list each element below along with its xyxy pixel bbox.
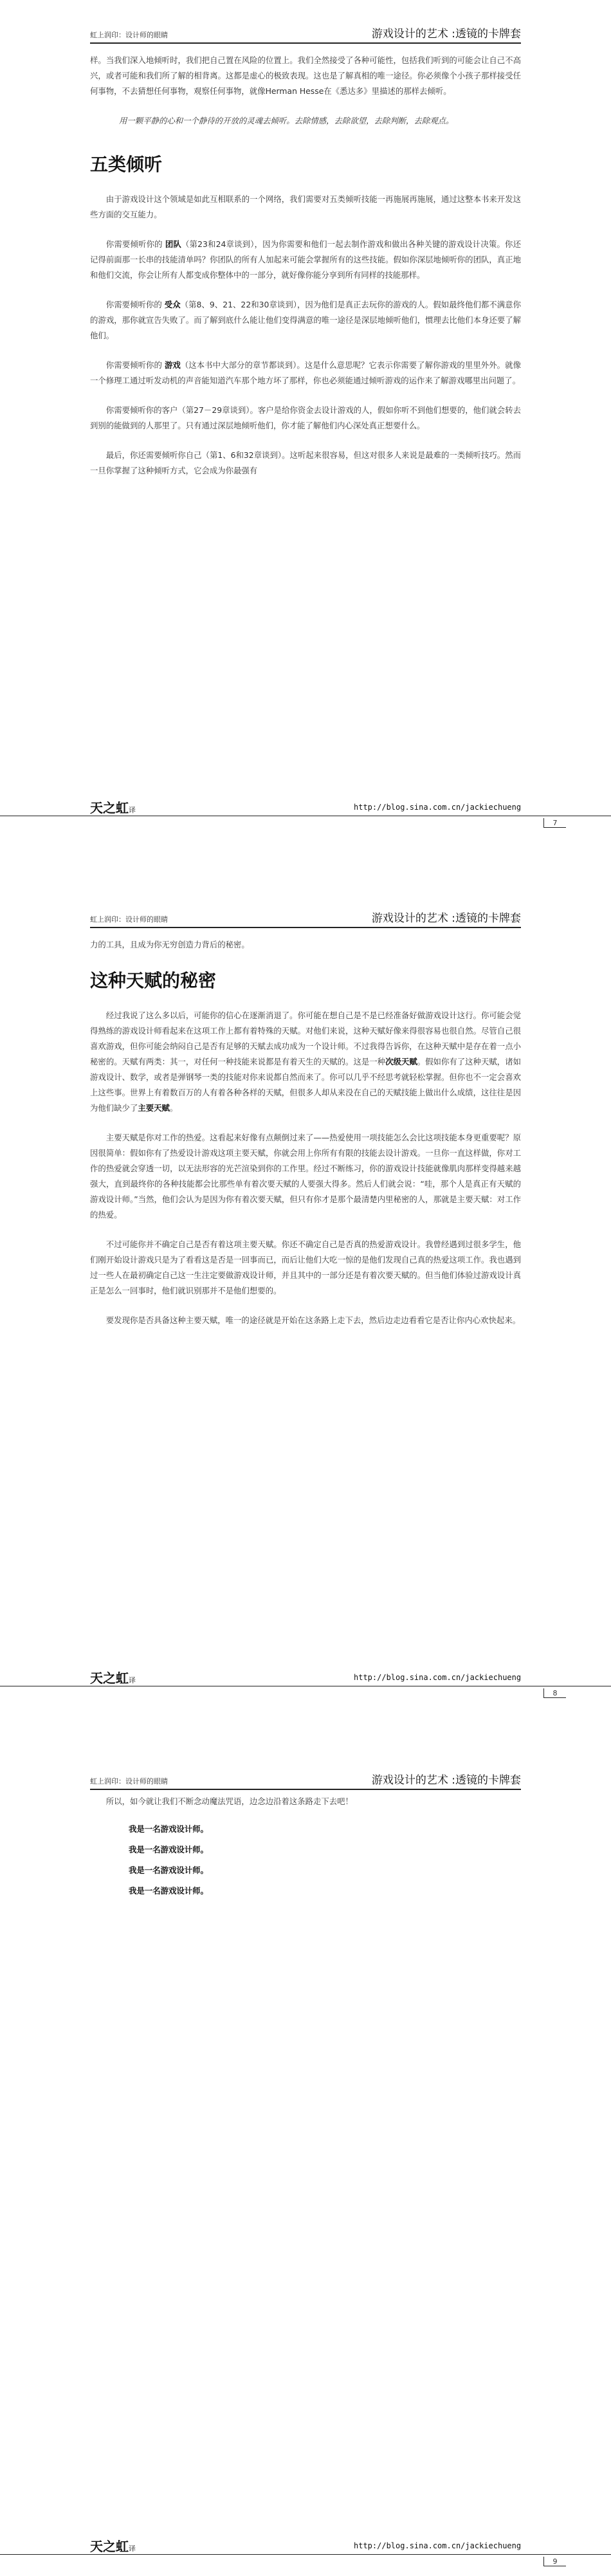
paragraph: 样。当我们深入地倾听时，我们把自己置在风险的位置上。我们全然接受了各种可能性，包括我们听到的可能会让自己不高兴，或者可能和我们所了解的相背离。这都是虚心的极致表现。这也是了解真相的唯一途径。你必须像个小孩子那样接受任何事物，不去猜想任何事物，观察任何事物，就像Herman Hesse在《悉达多》里描述的那样去倾听。	[90, 55, 521, 96]
page-footer	[90, 2532, 611, 2566]
section-heading: 五类倾听	[90, 154, 163, 175]
paragraph	[90, 358, 521, 388]
paragraph	[90, 403, 521, 434]
footer-divider	[0, 2554, 611, 2555]
section-heading: 这种天赋的秘密	[90, 970, 217, 991]
text-run: 最后，你还需要倾听你自己（第1、6和32章谈到）。这听起来很容易，但这对很多人来说是最难的一类倾听技巧。然而一旦你掌握了这种倾听方式，它会成为你最强有	[90, 450, 521, 475]
text-run: 你需要倾听你的	[105, 300, 165, 309]
page-footer	[90, 794, 611, 827]
running-header	[90, 1772, 521, 1790]
paragraph-group	[90, 192, 521, 479]
bold-term: 次级天赋	[385, 1057, 417, 1066]
header-left-title: 虹上润印：设计师的眼睛	[90, 1777, 168, 1786]
paragraph	[90, 237, 521, 283]
header-book-title: 游戏设计的艺术 :透镜的卡牌套	[371, 28, 521, 41]
text-run: 要发现你是否具备这种主要天赋，唯一的途径就是开始在这条路上走下去，然后边走边看看它是否让你内心欢快起来。	[105, 1315, 521, 1325]
paragraph	[90, 1237, 521, 1299]
text-run: 由于游戏设计这个领域是如此互相联系的一个网络，我们需要对五类倾听技能一再施展再施展，通过这整本书来开发这些方面的交互能力。	[90, 194, 521, 219]
bold-term: 受众	[164, 300, 181, 309]
footer-url-link[interactable]: http://blog.sina.com.cn/jackiechueng	[354, 1673, 522, 1682]
page-body	[90, 53, 521, 493]
bold-term: 主要天赋	[138, 1103, 170, 1113]
footer-url-link[interactable]: http://blog.sina.com.cn/jackiechueng	[354, 2541, 522, 2550]
text-run: 主要天赋是你对工作的热爱。这看起来好像有点颠倒过来了——热爱使用一项技能怎么会比这项技能本身更重要呢？原因很简单：假如你有了热爱设计游戏这项主要天赋，你就会用上你所有有限的技能去设计游戏。一旦你一直这样做，你对工作的热爱就会穿透一切，以无法形容的光芒渲染到你的工作里。经过不断练习，你的游戏设计技能就像肌肉那样变得越来越强大，直到最终你的各种技能都会比那些单有着次要天赋的人要强大得多。然后人们就会说：“哇，那个人是真正有天赋的游戏设计师。”当然，他们会认为是因为你有着次要天赋，但只有你才是那个最清楚内里秘密的人，那就是主要天赋：对工作的热爱。	[90, 1133, 521, 1219]
page-body	[90, 937, 521, 1342]
text-run: 。	[169, 1103, 178, 1113]
page-8	[0, 910, 611, 1733]
paragraph	[90, 1313, 521, 1328]
text-run: （这本书中大部分的章节都谈到）。这是什么意思呢？它表示你需要了解你游戏的里里外外。就像一个修理工通过听发动机的声音能知道汽车那个地方坏了那样，你也必须能通过倾听游戏的运作来了解游戏哪里出问题了。	[90, 360, 521, 385]
paragraph	[90, 448, 521, 479]
text-run: （第8、9、21、22和30章谈到），因为他们是真正去玩你的游戏的人。假如最终他们都不满意你的游戏，那你就宣告失败了。而了解到底什么能让他们变得满意的唯一途径是深层地倾听他们，惯理去比他们本身还要了解他们。	[90, 300, 521, 340]
footer-logo: 天之虹译	[90, 1670, 136, 1686]
paragraph	[90, 1130, 521, 1223]
bold-term: 游戏	[164, 360, 181, 370]
footer-logo: 天之虹译	[90, 2539, 136, 2554]
running-header	[90, 26, 521, 44]
bold-term: 团队	[165, 239, 181, 249]
mantra-line: 我是一名游戏设计师。	[129, 1865, 208, 1875]
block-quote: 用一颗平静的心和一个静待的开放的灵魂去倾听。去除情感，去除欲望，去除判断，去除观点。	[119, 116, 454, 125]
page-number: 9	[543, 2557, 566, 2566]
page-footer	[90, 1664, 611, 1697]
mantra-line: 我是一名游戏设计师。	[129, 1886, 208, 1895]
mantra-line: 我是一名游戏设计师。	[129, 1824, 208, 1834]
mantra-line: 我是一名游戏设计师。	[129, 1845, 208, 1854]
text-run: 经过我说了这么多以后，可能你的信心在逐渐消退了。你可能在想自己是不是已经准备好做游戏设计这行。你可能会觉得熟练的游戏设计师看起来在这项工作上都有着特殊的天赋。对他们来说，这种天赋好像来得很容易也很自然。尽管自己很喜欢游戏，但你可能会纳闷自己是否有足够的天赋去成功成为一个设计师。不过我得告诉你，在这种天赋中是存在着一点小秘密的。天赋有两类：其一，对任何一种技能来说都是有着天生的天赋的。这是一种	[90, 1010, 521, 1066]
header-left-title: 虹上润印：设计师的眼睛	[90, 31, 168, 39]
text-run: （第23和24章谈到），因为你需要和他们一起去制作游戏和做出各种关键的游戏设计决策。你还记得前面那一长串的技能清单吗？你团队的所有人加起来可能会掌握所有的这些技能。假如你深层地倾听你的团队，真正地和他们交流，你会让所有人都变成你整体中的一部分，就好像你能分享到所有同样的技能那样。	[90, 239, 521, 280]
paragraph-group	[90, 1008, 521, 1328]
paragraph	[90, 192, 521, 223]
text-run: 。假如你有了这种天赋，诸如游戏设计、数学，或者是弹钢琴一类的技能对你来说都自然而来了。你可以几乎不经思考就轻松掌握。但你也不一定会喜欢上这些事。世界上有着数百万的人有着各种各样的天赋，但很多人却从来没在自己的天赋技能上做出什么成绩，这往往是因为他们缺少了	[90, 1057, 522, 1113]
paragraph	[90, 1008, 521, 1116]
text-run: 你需要倾听你的	[105, 360, 165, 370]
running-header	[90, 910, 521, 928]
paragraph	[90, 297, 521, 343]
text-run: 你需要倾听你的客户（第27－29章谈到）。客户是给你资金去设计游戏的人，假如你听不到他们想要的，他们就会转去到别的能做到的人那里了。只有通过深层地倾听他们，你才能了解他们内心深处真正想要什么。	[90, 405, 521, 430]
page-9	[0, 1772, 611, 2570]
footer-logo: 天之虹译	[90, 800, 136, 816]
header-left-title: 虹上润印：设计师的眼睛	[90, 915, 168, 924]
header-book-title: 游戏设计的艺术 :透镜的卡牌套	[371, 912, 521, 925]
header-book-title: 游戏设计的艺术 :透镜的卡牌套	[371, 1774, 521, 1787]
page-7	[0, 26, 611, 849]
page-number: 8	[543, 1688, 566, 1698]
text-run: 你需要倾听你的	[105, 239, 165, 249]
page-body	[90, 1794, 521, 1903]
page-number: 7	[543, 818, 566, 828]
footer-url-link[interactable]: http://blog.sina.com.cn/jackiechueng	[354, 803, 522, 812]
paragraph: 力的工具，且成为你无穷创造力背后的秘密。	[90, 940, 250, 949]
paragraph: 所以，如今就让我们不断念动魔法咒语，边念边沿着这条路走下去吧！	[105, 1796, 353, 1806]
text-run: 不过可能你并不确定自己是否有着这项主要天赋。你还不确定自己是否真的热爱游戏设计。我曾经遇到过很多学生，他们刚开始设计游戏只是为了看看这是否是一回事而已，而后让他们大吃一惊的是他们发现自己真的热爱这项工作。我也遇到过一些人在最初确定自己这一生注定要做游戏设计师，并且其中的一部分还是有着次要天赋的。但当他们体验过游戏设计真正是怎么一回事时，他们就识别那并不是他们想要的。	[90, 1239, 521, 1295]
